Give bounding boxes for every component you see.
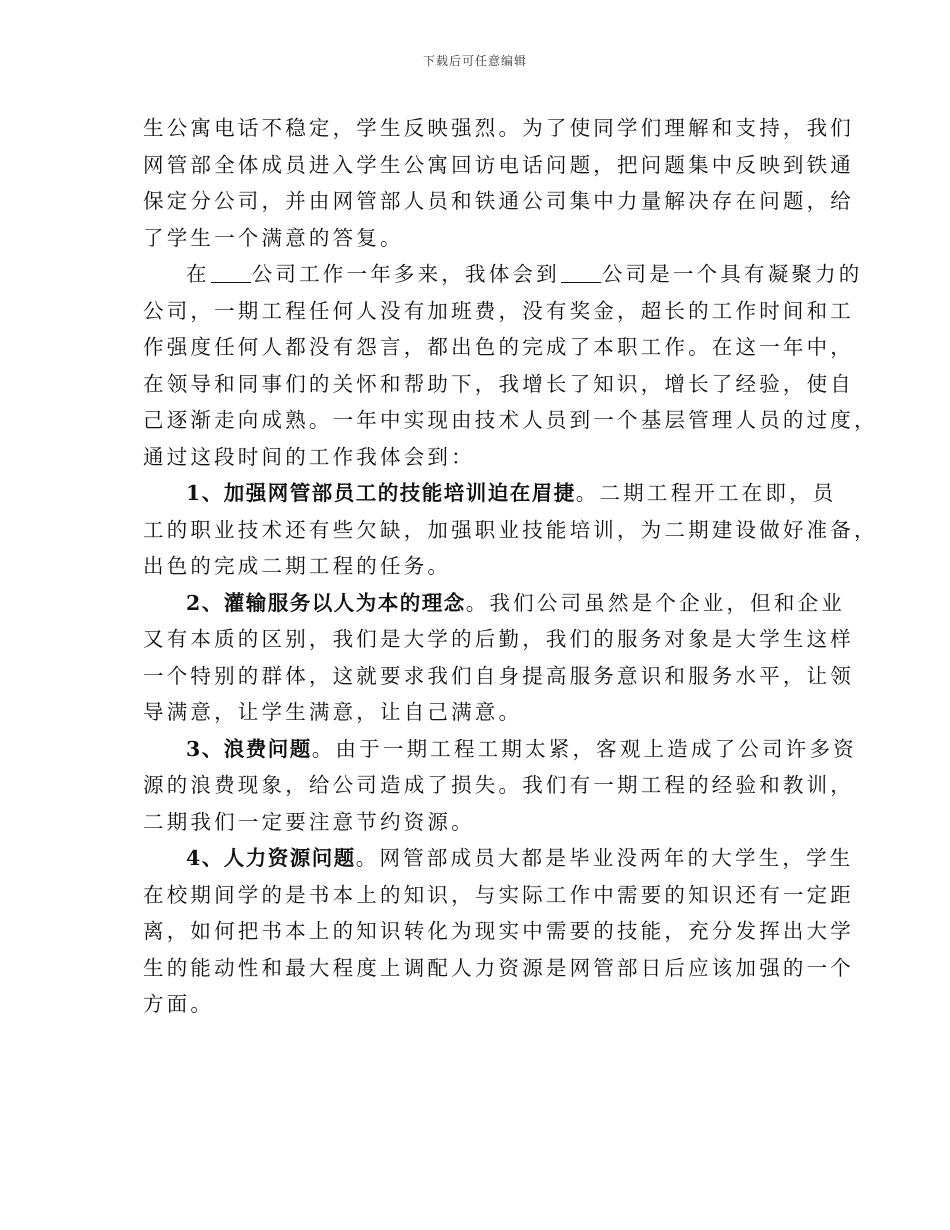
text-run: 。由于一期工程工期太紧，客观上造成了公司许多资: [311, 736, 857, 761]
section-heading: 1、加强网管部员工的技能培训迫在眉捷: [186, 481, 576, 505]
paragraph: [143, 731, 857, 841]
text-run: 在: [186, 262, 210, 286]
paragraph: [143, 110, 854, 256]
paragraph: [143, 256, 878, 475]
text-line: 出色的完成二期工程的任务。: [143, 554, 452, 578]
text-line: 在校期间学的是书本上的知识，与实际工作中需要的知识还有一定距: [143, 882, 854, 907]
text-line: 在领导和同事们的关怀和帮助下，我增长了知识，增长了经验，使自: [143, 371, 854, 396]
text-line: 方面。: [143, 992, 215, 1016]
paragraph: [143, 840, 854, 1023]
text-line: 源的浪费现象，给公司造成了损失。我们有一期工程的经验和教训，: [143, 773, 854, 797]
text-line: 生公寓电话不稳定，学生反映强烈。为了使同学们理解和支持，我们: [143, 116, 854, 140]
section-heading: 4、人力资源问题: [186, 846, 356, 870]
text-line: 导满意，让学生满意，让自己满意。: [143, 700, 523, 724]
text-line: [143, 475, 837, 512]
text-run: 。网管部成员大都是毕业没两年的大学生，学生: [355, 846, 854, 870]
text-line: 一个特别的群体，这就要求我们自身提高服务意识和服务水平，让领: [143, 663, 854, 688]
paragraph: [143, 585, 854, 731]
fill-blank: [211, 264, 251, 283]
text-line: 通过这段时间的工作我体会到：: [143, 444, 475, 469]
text-line: 二期我们一定要注意节约资源。: [143, 809, 475, 834]
text-run: 。我们公司虽然是个企业，但和企业: [465, 590, 845, 615]
text-line: 离，如何把书本上的知识转化为现实中需要的技能，充分发挥出大学: [143, 919, 854, 943]
section-heading: 3、浪费问题: [186, 736, 312, 761]
page-header: 下载后可任意编辑: [422, 54, 527, 68]
text-line: [143, 256, 863, 293]
paragraph: [143, 475, 878, 585]
section-heading: 2、灌输服务以人为本的理念: [186, 590, 466, 615]
document-body: [143, 110, 878, 1023]
text-run: 。二期工程开工在即，员: [575, 481, 837, 505]
text-line: 公司，一期工程任何人没有加班费，没有奖金，超长的工作时间和工: [143, 298, 854, 323]
fill-blank: [561, 264, 601, 283]
text-line: 又有本质的区别，我们是大学的后勤，我们的服务对象是大学生这样: [143, 627, 854, 651]
text-run: 公司工作一年多来，我体会到: [251, 262, 560, 286]
text-line: [143, 840, 854, 877]
text-line: 网管部全体成员进入学生公寓回访电话问题，把问题集中反映到铁通: [143, 152, 854, 177]
text-run: 公司是一个具有凝聚力的: [601, 262, 863, 286]
text-line: 己逐渐走向成熟。一年中实现由技术人员到一个基层管理人员的过度，: [143, 408, 878, 432]
text-line: 了学生一个满意的答复。: [143, 225, 404, 250]
text-line: 保定分公司，并由网管部人员和铁通公司集中力量解决存在问题，给: [143, 189, 854, 213]
text-line: 工的职业技术还有些欠缺，加强职业技能培训，为二期建设做好准备，: [143, 517, 878, 542]
text-line: [143, 731, 857, 768]
text-line: [143, 585, 845, 622]
text-line: 作强度任何人都没有怨言，都出色的完成了本职工作。在这一年中，: [143, 335, 854, 359]
text-line: 生的能动性和最大程度上调配人力资源是网管部日后应该加强的一个: [143, 955, 854, 980]
